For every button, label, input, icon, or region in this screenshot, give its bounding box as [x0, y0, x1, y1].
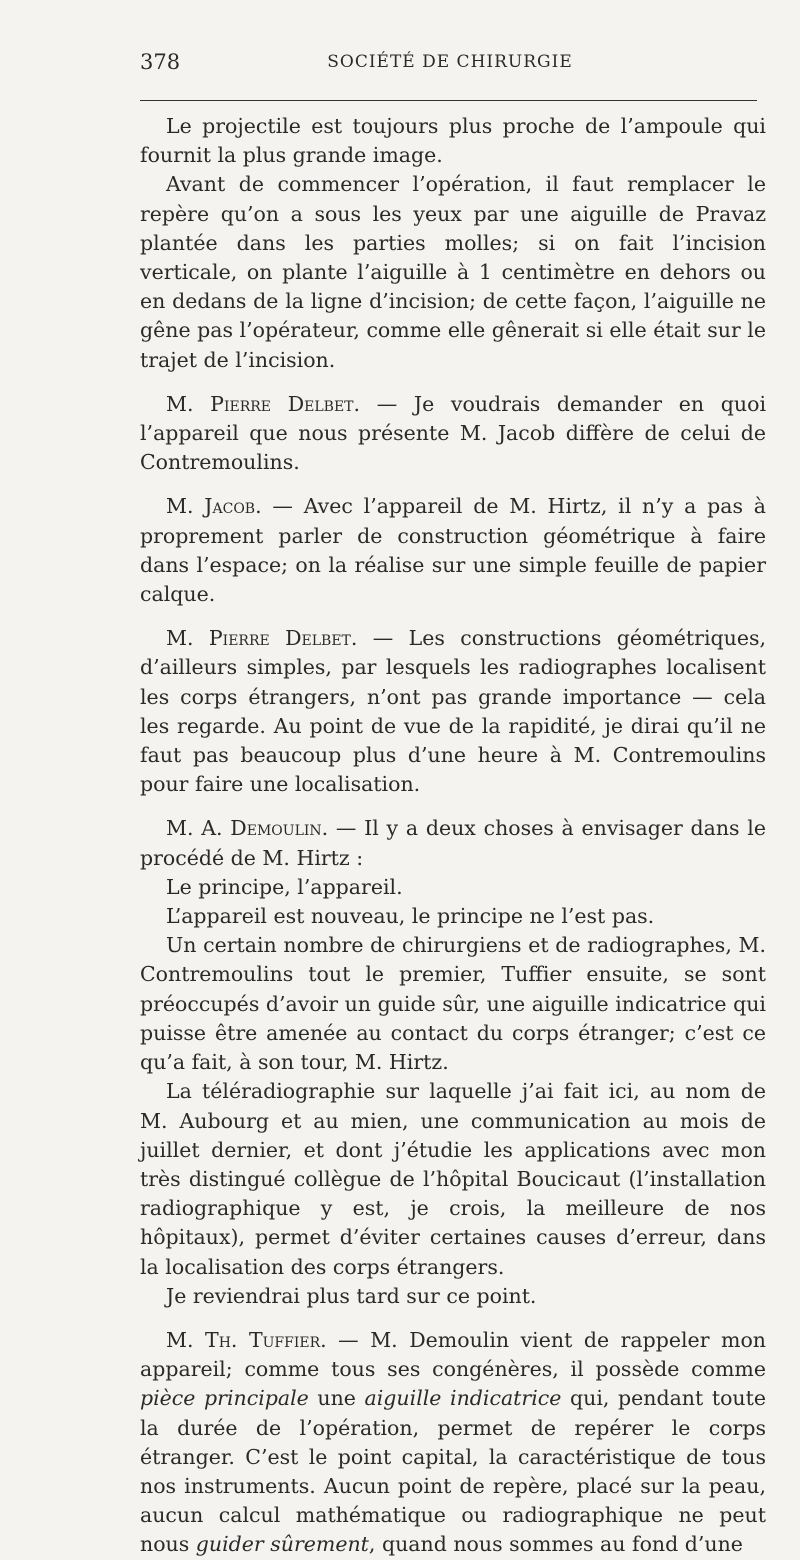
running-title: SOCIÉTÉ DE CHIRURGIE: [327, 52, 573, 72]
paragraph: M. Th. Tuffier. — M. Demoulin vient de rappeler mon appareil; comme tous ses congénères, il possède comme pièce principale une aiguille indicatrice qui, pendant toute la durée de l’opération, permet de repérer le corps étranger. C’est le point capital, la caractéristique de tous nos instruments. Aucun point de repère, placé sur la peau, aucun calcul mathématique ou radiographique ne peut nous guider sûrement, quand nous sommes au fond d’une: [140, 1327, 766, 1557]
italic-phrase: guider sûrement: [195, 1532, 369, 1557]
body-text: [140, 112, 766, 1560]
paragraph: Le principe, l’appareil.: [166, 874, 403, 899]
paragraph: M. A. Demoulin. — Il y a deux choses à envisager dans le procédé de M. Hirtz :: [140, 816, 766, 870]
paragraph: M. Pierre Delbet. — Je voudrais demander en quoi l’appareil que nous présente M. Jacob diffère de celui de Contremoulins.: [140, 391, 767, 475]
speaker-name: M. Pierre Delbet.: [166, 391, 361, 416]
paragraph: M. Jacob. — Avec l’appareil de M. Hirtz, il n’y a pas à proprement parler de construction géométrique à faire dans l’espace; on la réalise sur une simple feuille de papier calque.: [140, 494, 766, 607]
paragraph: Le projectile est toujours plus proche de l’ampoule qui fournit la plus grande image.: [140, 114, 766, 168]
page-header: [140, 50, 760, 80]
speaker-name: M. A. Demoulin.: [166, 816, 329, 841]
paragraph: L’appareil est nouveau, le principe ne l’est pas.: [166, 904, 655, 929]
paragraph: Un certain nombre de chirurgiens et de radiographes, M. Contremoulins tout le premier, Tuffier ensuite, se sont préoccupés d’avoir un guide sûr, une aiguille indicatrice qui puisse être amenée au contact du corps étranger; c’est ce qu’a fait, à son tour, M. Hirtz.: [140, 933, 766, 1075]
speaker-name: M. Pierre Delbet.: [166, 626, 358, 651]
page-number: 378: [140, 50, 181, 74]
paragraph: Je reviendrai plus tard sur ce point.: [166, 1283, 537, 1308]
paragraph: M. Pierre Delbet. — Les constructions géométriques, d’ailleurs simples, par lesquels les radiographes localisent les corps étrangers, n’ont pas grande importance — cela les regarde. Au point de vue de la rapidité, je dirai qu’il ne faut pas beaucoup plus d’une heure à M. Contremoulins pour faire une localisation.: [140, 626, 767, 797]
paragraph: Avant de commencer l’opération, il faut remplacer le repère qu’on a sous les yeux par une aiguille de Pravaz plantée dans les parties molles; si on fait l’incision verticale, on plante l’aiguille à 1 centimètre en dehors ou en dedans de la ligne d’incision; de cette façon, l’aiguille ne gêne pas l’opérateur, comme elle gênerait si elle était sur le trajet de l’incision.: [140, 172, 766, 372]
italic-phrase: pièce principale: [140, 1386, 309, 1411]
speaker-name: M. Jacob.: [166, 494, 262, 519]
header-rule: [140, 100, 757, 101]
italic-phrase: aiguille indicatrice: [364, 1386, 562, 1411]
speaker-name: M. Th. Tuffier.: [166, 1327, 327, 1352]
paragraph: La téléradiographie sur laquelle j’ai fait ici, au nom de M. Aubourg et au mien, une communication au mois de juillet dernier, et dont j’étudie les applications avec mon très distingué collègue de l’hôpital Boucicaut (l’installation radiographique y est, je crois, la meilleure de nos hôpitaux), permet d’éviter certaines causes d’erreur, dans la localisation des corps étrangers.: [140, 1079, 766, 1279]
